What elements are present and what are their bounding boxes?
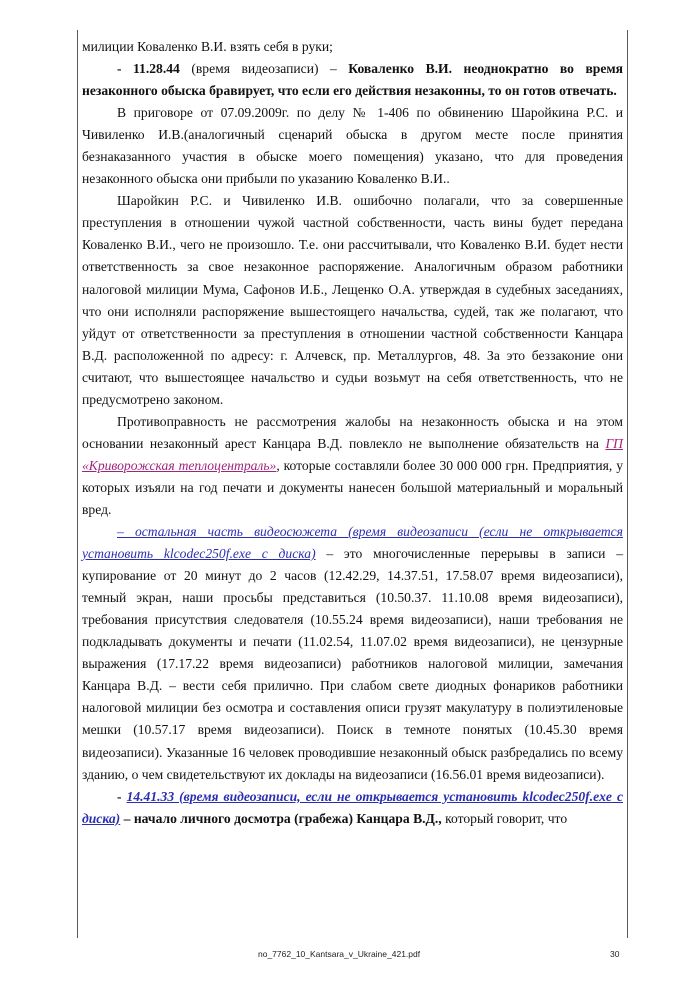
paragraph-text: Шаройкин Р.С. и Чивиленко И.В. ошибочно полагали, что за совершенные преступления в отношении чужой частной собственности, часть вины будет передана Коваленко В.И., чего не произошло. Т.е. они рассчитывали, что Коваленко В.И. будет нести ответственность за свое незаконное распоряжение. Аналогичным образом работники налоговой милиции Мума, Сафонов И.Б., Лещенко О.А. утверждая в судебных заседаниях, что они исполняли распоряжение вышестоящего начальства, судей, так же полагают, что уйдут от ответственности за преступления в отношении частной собственности Канцара В.Д. расположенной по адресу: г. Алчевск, пр. Металлургов, 48. За это беззаконие они считают, что вышестоящее начальство и судьи возьмут на себя ответственность, что не предусмотрено законом. — [82, 193, 623, 407]
paragraph-video-rest — [82, 521, 623, 786]
page-number: 30 — [610, 949, 620, 959]
document-body — [82, 36, 623, 830]
list-dash: - — [117, 788, 127, 804]
paragraph-text: милиции Коваленко В.И. взять себя в руки; — [82, 39, 333, 54]
paragraph-continuation — [82, 36, 623, 58]
paragraph-text: который говорит, что — [441, 810, 568, 826]
paragraph-timestamp-2 — [82, 786, 623, 830]
timestamp-note: (время видеозаписи) – — [179, 61, 349, 77]
timestamp-video-link[interactable]: 14.41.33 (время видеозаписи, если не открывается установить klcodec250f.exe с диска) — [82, 788, 623, 826]
footer-filename: no_7762_10_Kantsara_v_Ukraine_421.pdf — [258, 949, 421, 959]
timestamp-label: - 11.28.44 — [117, 61, 180, 77]
paragraph-text: , которые составляли более 30 000 000 грн. Предприятия, у которых изъяли на год печати и документы нанесен большой материальный и моральный вред. — [82, 457, 623, 517]
paragraph-verdict — [82, 102, 623, 190]
paragraph-timestamp-1 — [82, 58, 623, 102]
paragraph-text: – это многочисленные перерывы в записи – купирование от 20 минут до 2 часов (12.42.29, 14.37.51, 17.58.07 время видеозаписи), темный экран, наши просьбы представиться (10.50.37. 11.10.08 время видеозаписи), требования присутствия следователя (10.55.24 время видеозаписи), наши требования не подкладывать документы и печати (11.02.54, 11.07.02 время видеозаписи), не цензурные выражения (17.17.22 время видеозаписи) работников налоговой милиции, замечания Канцара В.Д. – вести себя прилично. При слабом свете диодных фонариков работники налоговой милиции без осмотра и составления описи грузят макулатуру в полиэтиленовые мешки (10.57.17 время видеозаписи). Поиск в темноте понятых (10.45.30 время видеозаписи). Указанные 16 человек проводившие незаконный обыск разбредались по всему зданию, о чем свидетельствуют их доклады на видеозаписи (16.56.01 время видеозаписи). — [82, 546, 624, 782]
paragraph-text: В приговоре от 07.09.2009г. по делу № 1-406 по обвинению Шаройкина Р.С. и Чивиленко И.В.(аналогичный сценарий обыска в другом месте после принятия безнаказанного участия в обыске моего помещения) указано, что для проведения незаконного обыска они прибыли по указанию Коваленко В.И.. — [82, 105, 623, 187]
timestamp-statement: – начало личного досмотра (грабежа) Канцара В.Д., — [120, 810, 442, 826]
paragraph-unlawfulness — [82, 411, 623, 521]
timestamp-statement: Коваленко В.И. неоднократно во время незаконного обыска бравирует, что если его действия незаконны, то он готов отвечать. — [82, 61, 623, 99]
video-link[interactable]: – остальная часть видеосюжета (время видеозаписи (если не открывается установить klcodec250f.exe с диска) — [82, 524, 623, 562]
paragraph-responsibility — [82, 190, 623, 410]
enterprise-link[interactable]: ГП «Криворожская теплоцентраль» — [82, 435, 623, 473]
paragraph-text: Противоправность не рассмотрения жалобы на незаконность обыска и на этом основании незаконный арест Канцара В.Д. повлекло не выполнение обязательств на — [82, 413, 623, 451]
left-margin-line — [77, 30, 78, 938]
right-margin-line — [627, 30, 628, 938]
